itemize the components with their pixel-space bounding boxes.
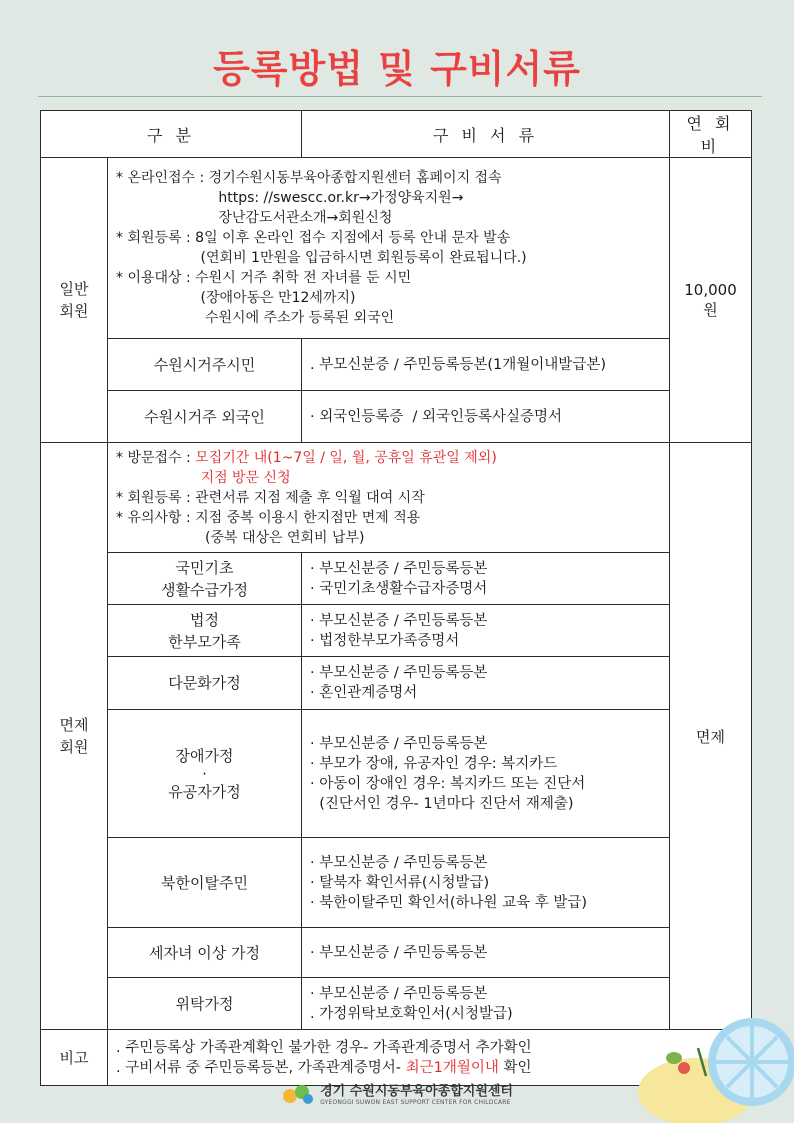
- documents-foster-family: · 부모신분증 / 주민등록등본 . 가정위탁보호확인서(시청발급): [302, 978, 670, 1030]
- general-info-row: [41, 158, 752, 339]
- footer-org-english: GYEONGGI SUWON EAST SUPPORT CENTER FOR CHILDCARE: [320, 1099, 511, 1106]
- header-fee: 연 회 비: [670, 111, 752, 158]
- documents-suwon-foreigner: · 외국인등록증 / 외국인등록사실증명서: [302, 391, 670, 443]
- exempt-info: * 방문접수 : 모집기간 내(1~7일 / 일, 월, 공휴일 휴관일 제외) 지점 방문 신청 * 회원등록 : 관련서류 지점 제출 후 익월 대여 시작 * 유의사항 : 지점 중복 이용시 한지점만 면제 적용 (중복 대상은 연회비 납부): [108, 443, 670, 553]
- category-foster-family: 위탁가정: [108, 978, 302, 1030]
- cherry-shape: [678, 1062, 690, 1074]
- visit-period-highlight: 모집기간 내(1~7일 / 일, 월, 공휴일 휴관일 제외): [195, 449, 497, 466]
- table-row: [41, 553, 752, 605]
- category-single-parent: 법정 한부모가족: [108, 605, 302, 657]
- category-north-korean-defector: 북한이탈주민: [108, 838, 302, 928]
- note-label: 비고: [41, 1030, 108, 1086]
- center-logo-icon: [281, 1080, 315, 1106]
- documents-north-korean-defector: · 부모신분증 / 주민등록등본 · 탈북자 확인서류(시청발급) · 북한이탈주민 확인서(하나원 교육 후 발급): [302, 838, 670, 928]
- header-category: 구 분: [41, 111, 302, 158]
- exempt-fee: 면제: [670, 443, 752, 1030]
- footer: [0, 1080, 794, 1106]
- category-multicultural: 다문화가정: [108, 657, 302, 710]
- category-three-children: 세자녀 이상 가정: [108, 928, 302, 978]
- general-fee: 10,000원: [670, 158, 752, 443]
- table-row: [41, 838, 752, 928]
- category-suwon-resident: 수원시거주시민: [108, 339, 302, 391]
- table-header-row: [41, 111, 752, 158]
- documents-single-parent: · 부모신분증 / 주민등록등본 · 법정한부모가족증명서: [302, 605, 670, 657]
- title-divider: [38, 96, 762, 97]
- exempt-info-row: [41, 443, 752, 553]
- lemon-leaf-shape: [666, 1052, 682, 1064]
- footer-org-korean: 경기 수원시동부육아종합지원센터: [320, 1084, 513, 1099]
- documents-multicultural: · 부모신분증 / 주민등록등본 · 혼인관계증명서: [302, 657, 670, 710]
- documents-three-children: · 부모신분증 / 주민등록등본: [302, 928, 670, 978]
- general-member-label: 일반 회원: [41, 158, 108, 443]
- recent-month-highlight: 최근1개월이내: [405, 1059, 499, 1076]
- registration-table: [40, 110, 752, 1086]
- category-basic-livelihood: 국민기초 생활수급가정: [108, 553, 302, 605]
- table-row: [41, 605, 752, 657]
- visit-apply-highlight: 지점 방문 신청: [200, 469, 291, 486]
- category-disability-veteran: 장애가정 · 유공자가정: [108, 710, 302, 838]
- documents-disability-veteran: · 부모신분증 / 주민등록등본 · 부모가 장애, 유공자인 경우: 복지카드 · 아동이 장애인 경우: 복지카드 또는 진단서 (진단서인 경우- 1년마다 진단서 재제출): [302, 710, 670, 838]
- header-documents: 구 비 서 류: [302, 111, 670, 158]
- exempt-member-label: 면제 회원: [41, 443, 108, 1030]
- table-row: [41, 928, 752, 978]
- table-row: [41, 339, 752, 391]
- table-row: [41, 710, 752, 838]
- table-row: [41, 391, 752, 443]
- documents-suwon-resident: . 부모신분증 / 주민등록등본(1개월이내발급본): [302, 339, 670, 391]
- note-content: . 주민등록상 가족관계확인 불가한 경우- 가족관계증명서 추가확인 . 구비서류 중 주민등록등본, 가족관계증명서- 최근1개월이내 확인: [108, 1030, 752, 1086]
- page-title: 등록방법 및 구비서류: [213, 47, 581, 91]
- documents-basic-livelihood: · 부모신분증 / 주민등록등본 · 국민기초생활수급자증명서: [302, 553, 670, 605]
- lemon-illustration: [634, 1010, 794, 1123]
- table-row: [41, 657, 752, 710]
- general-info: * 온라인접수 : 경기수원시동부육아종합지원센터 홈페이지 접속 https: //swescc.or.kr→가정양육지원→ 장난감도서관소개→회원신청 * 회원등록 : 8일 이후 온라인 접수 지점에서 등록 안내 문자 발송 (연회비 1만원을 입금하시면 회원등록이 완료됩니다.) * 이용대상 : 수원시 거주 취학 전 자녀를 둔 시민 (장애아동은 만12세까지) 수원시에 주소가 등록된 외국인: [108, 158, 670, 339]
- category-suwon-foreigner: 수원시거주 외국인: [108, 391, 302, 443]
